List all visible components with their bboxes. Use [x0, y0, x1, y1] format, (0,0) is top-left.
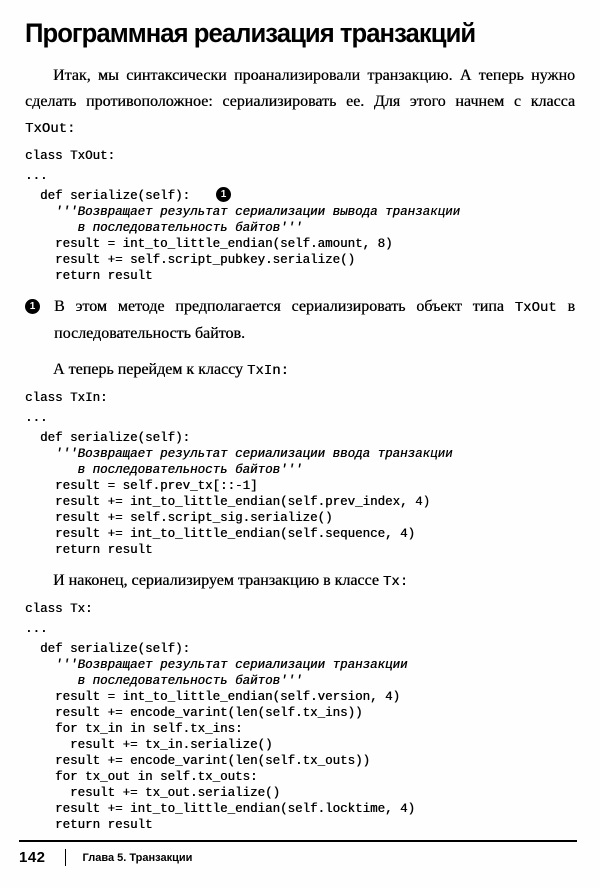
code-line-docstring: в последовательность байтов'''	[25, 463, 303, 477]
code-block-txin	[25, 390, 575, 558]
code-line: result = int_to_little_endian(self.version, 4)	[25, 690, 401, 704]
code-line: result += tx_in.serialize()	[25, 738, 273, 752]
intro-paragraph	[25, 63, 575, 142]
code-line: result += int_to_little_endian(self.locktime, 4)	[25, 802, 416, 816]
code-line-docstring: в последовательность байтов'''	[25, 221, 303, 235]
code-line: ...	[25, 622, 48, 636]
chapter-title: Глава 5. Транзакции	[82, 851, 193, 864]
page-title: Программная реализация транзакций	[25, 18, 476, 48]
code-line: for tx_in in self.tx_ins:	[25, 722, 243, 736]
code-line: class TxIn:	[25, 391, 108, 405]
inline-code-txin: TxIn:	[246, 363, 289, 379]
txin-intro-paragraph	[25, 357, 575, 384]
code-line: return result	[25, 818, 153, 832]
code-line: class TxOut:	[25, 149, 116, 163]
code-line-docstring: в последовательность байтов'''	[25, 674, 303, 688]
inline-code-tx: Tx:	[382, 574, 409, 590]
code-line-docstring: '''Возвращает результат сериализации ввода транзакции	[25, 447, 453, 461]
code-line-docstring: '''Возвращает результат сериализации вывода транзакции	[25, 205, 461, 219]
code-line: def serialize(self):	[25, 431, 191, 445]
tx-intro-paragraph	[25, 568, 575, 595]
code-line-docstring: '''Возвращает результат сериализации транзакции	[25, 658, 408, 672]
tx-intro-text: И наконец, сериализируем транзакцию в классе	[53, 572, 383, 589]
inline-code-txout: TxOut:	[25, 121, 76, 137]
code-line: result += int_to_little_endian(self.prev_index, 4)	[25, 495, 431, 509]
code-block-tx	[25, 601, 575, 833]
code-line: return result	[25, 543, 153, 557]
code-line: result = int_to_little_endian(self.amount, 8)	[25, 237, 393, 251]
page-footer	[19, 840, 577, 866]
intro-text: Итак, мы синтаксически проанализировали транзакцию. А теперь нужно сделать противоположное: сериализировать ее. Для этого начнем с класса	[25, 67, 575, 110]
code-line: ...	[25, 169, 48, 183]
note-text-after: в последовательность байтов.	[54, 298, 576, 342]
callout-note	[25, 294, 575, 347]
code-line: class Tx:	[25, 602, 93, 616]
code-line: return result	[25, 269, 153, 283]
page-number: 142	[19, 849, 46, 866]
note-text-before: В этом методе предполагается сериализировать объект типа	[54, 298, 515, 315]
code-block-txout	[25, 148, 575, 284]
footer-separator	[65, 849, 66, 866]
callout-1-marker: 1	[25, 299, 40, 314]
code-line: result += self.script_pubkey.serialize()	[25, 253, 356, 267]
code-line: ...	[25, 411, 48, 425]
code-line: result += encode_varint(len(self.tx_outs))	[25, 754, 371, 768]
code-line: result += int_to_little_endian(self.sequence, 4)	[25, 527, 416, 541]
code-line: result += tx_out.serialize()	[25, 786, 281, 800]
callout-1-icon: 1	[216, 187, 231, 202]
code-line: def serialize(self):	[25, 189, 191, 203]
txin-intro-text: А теперь перейдем к классу	[53, 361, 247, 378]
code-line: for tx_out in self.tx_outs:	[25, 770, 258, 784]
inline-code-txout-ref: TxOut	[514, 300, 557, 316]
code-line: def serialize(self):	[25, 642, 191, 656]
callout-note-text	[54, 294, 575, 347]
code-line: result += encode_varint(len(self.tx_ins))	[25, 706, 363, 720]
code-line: result = self.prev_tx[::-1]	[25, 479, 258, 493]
code-line: result += self.script_sig.serialize()	[25, 511, 333, 525]
code-line-def	[25, 188, 575, 204]
